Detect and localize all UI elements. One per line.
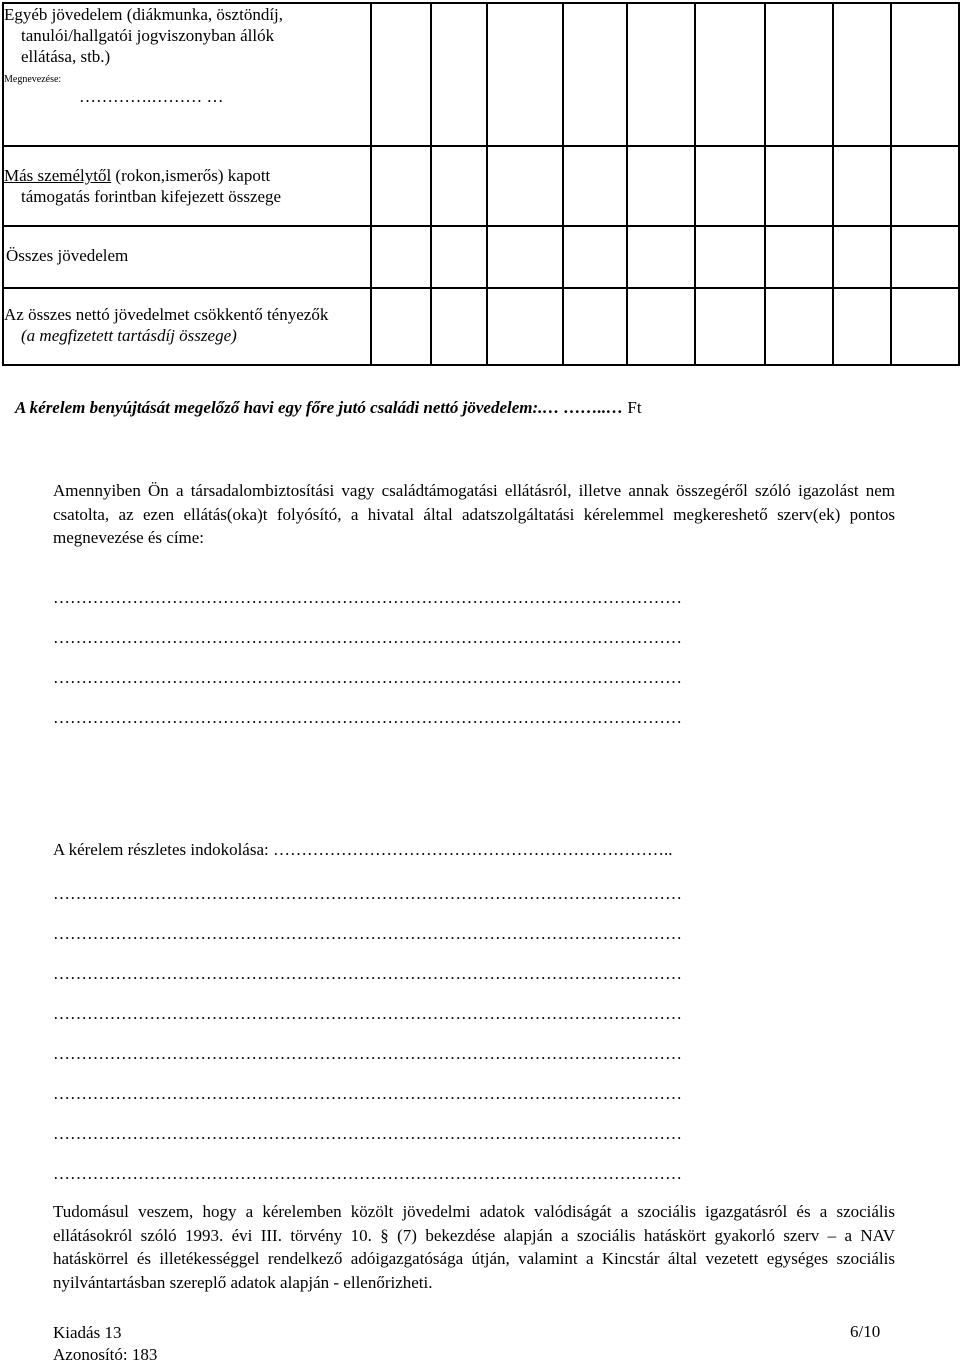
cell[interactable] [371,3,431,146]
edition-label: Kiadás 13 [53,1323,122,1342]
cell[interactable] [431,288,487,365]
cell[interactable] [627,146,695,226]
cell[interactable] [765,226,833,288]
identifier-label: Azonosító: 183 [53,1345,158,1364]
cell[interactable] [627,3,695,146]
cell[interactable] [627,226,695,288]
row-label-total-income [3,226,371,288]
justification-line-2[interactable]: ………………………………………………………………………………………………… [53,924,682,943]
justification-line-5[interactable]: ………………………………………………………………………………………………… [53,1044,682,1063]
authority-paragraph: Amennyiben Ön a társadalombiztosítási vagy családtámogatási ellátásról, illetve annak összegéről szóló igazolást nem csatolta, az ezen ellátás(oka)t folyósító, a hivatal által adatszolgáltatási kérelemmel megkereshető szerv(ek) pontos megnevezése és címe: [53,481,895,547]
cell[interactable] [695,226,765,288]
row-label-other-income [3,3,371,146]
deductions-line1: Az összes nettó jövedelmet csökkentő tényezők [4,305,329,324]
address-line-4[interactable]: ………………………………………………………………………………………………… [53,708,682,727]
justification-line-4[interactable]: ………………………………………………………………………………………………… [53,1004,682,1023]
support-line1a: Más személytől [4,166,112,185]
cell[interactable] [487,288,563,365]
cell[interactable] [627,288,695,365]
cell[interactable] [563,288,627,365]
support-line1b: (rokon,ismerős) kapott [111,166,271,185]
other-income-line3: ellátása, stb.) [21,47,111,66]
deductions-line2: (a megfizetett tartásdíj összege) [21,326,237,345]
cell[interactable] [563,146,627,226]
address-line-2[interactable]: ………………………………………………………………………………………………… [53,628,682,647]
cell[interactable] [487,3,563,146]
net-income-label: A kérelem benyújtását megelőző havi egy főre jutó családi nettó jövedelem:. [15,398,543,417]
cell[interactable] [431,226,487,288]
income-table [2,2,960,366]
table-row [3,146,959,226]
net-income-line [15,398,955,418]
justification-line-8[interactable]: ………………………………………………………………………………………………… [53,1164,682,1183]
justification-dots[interactable]: …………………………………………………………….. [268,840,673,859]
other-income-line1: Egyéb jövedelem (diákmunka, ösztöndíj, [4,5,284,24]
cell[interactable] [891,146,959,226]
cell[interactable] [487,226,563,288]
cell[interactable] [891,3,959,146]
cell[interactable] [371,146,431,226]
table-row [3,3,959,146]
acknowledgement-paragraph: Tudomásul veszem, hogy a kérelemben közölt jövedelmi adatok valódiságát a szociális igazgatásról és a szociális ellátásokról szóló 1993. évi III. törvény 10. § (7) bekezdése alapján a szociális hatáskört gyakorló szerv – a NAV hatáskörrel és illetékességgel rendelkező adóigazgatósága útján, valamint a Kincstár által vezetett egységes szociális nyilvántartásban szereplő adatok alapján - ellenőrizheti. [53,1202,895,1292]
cell[interactable] [431,146,487,226]
justification-line-7[interactable]: ………………………………………………………………………………………………… [53,1124,682,1143]
justification-line-6[interactable]: ………………………………………………………………………………………………… [53,1084,682,1103]
currency-unit: Ft [627,398,642,417]
row-label-support [3,146,371,226]
cell[interactable] [833,288,891,365]
cell[interactable] [487,146,563,226]
support-line2: támogatás forintban kifejezett összege [21,187,282,206]
net-income-dots[interactable]: … ……..… [542,398,628,417]
cell[interactable] [833,146,891,226]
cell[interactable] [695,288,765,365]
cell[interactable] [765,288,833,365]
cell[interactable] [695,3,765,146]
total-income-label: Összes jövedelem [6,246,129,265]
cell[interactable] [431,3,487,146]
table-row [3,288,959,365]
justification-heading [53,840,672,860]
cell[interactable] [891,226,959,288]
cell[interactable] [563,226,627,288]
cell[interactable] [765,146,833,226]
address-line-1[interactable]: ………………………………………………………………………………………………… [53,588,682,607]
footer-left [53,1322,157,1366]
cell[interactable] [833,226,891,288]
designation-dots: ………….……… … [79,87,224,106]
cell[interactable] [371,288,431,365]
page-number: 6/10 [850,1322,881,1341]
justification-label: A kérelem részletes indokolása: [53,840,269,859]
cell[interactable] [891,288,959,365]
justification-line-3[interactable]: ………………………………………………………………………………………………… [53,964,682,983]
designation-label: Megnevezése: [4,74,62,85]
justification-line-1[interactable]: ………………………………………………………………………………………………… [53,884,682,903]
cell[interactable] [371,226,431,288]
cell[interactable] [765,3,833,146]
cell[interactable] [563,3,627,146]
cell[interactable] [695,146,765,226]
row-label-deductions [3,288,371,365]
table-row [3,226,959,288]
cell[interactable] [833,3,891,146]
other-income-line2: tanulói/hallgatói jogviszonyban állók [21,26,275,45]
address-line-3[interactable]: ………………………………………………………………………………………………… [53,668,682,687]
